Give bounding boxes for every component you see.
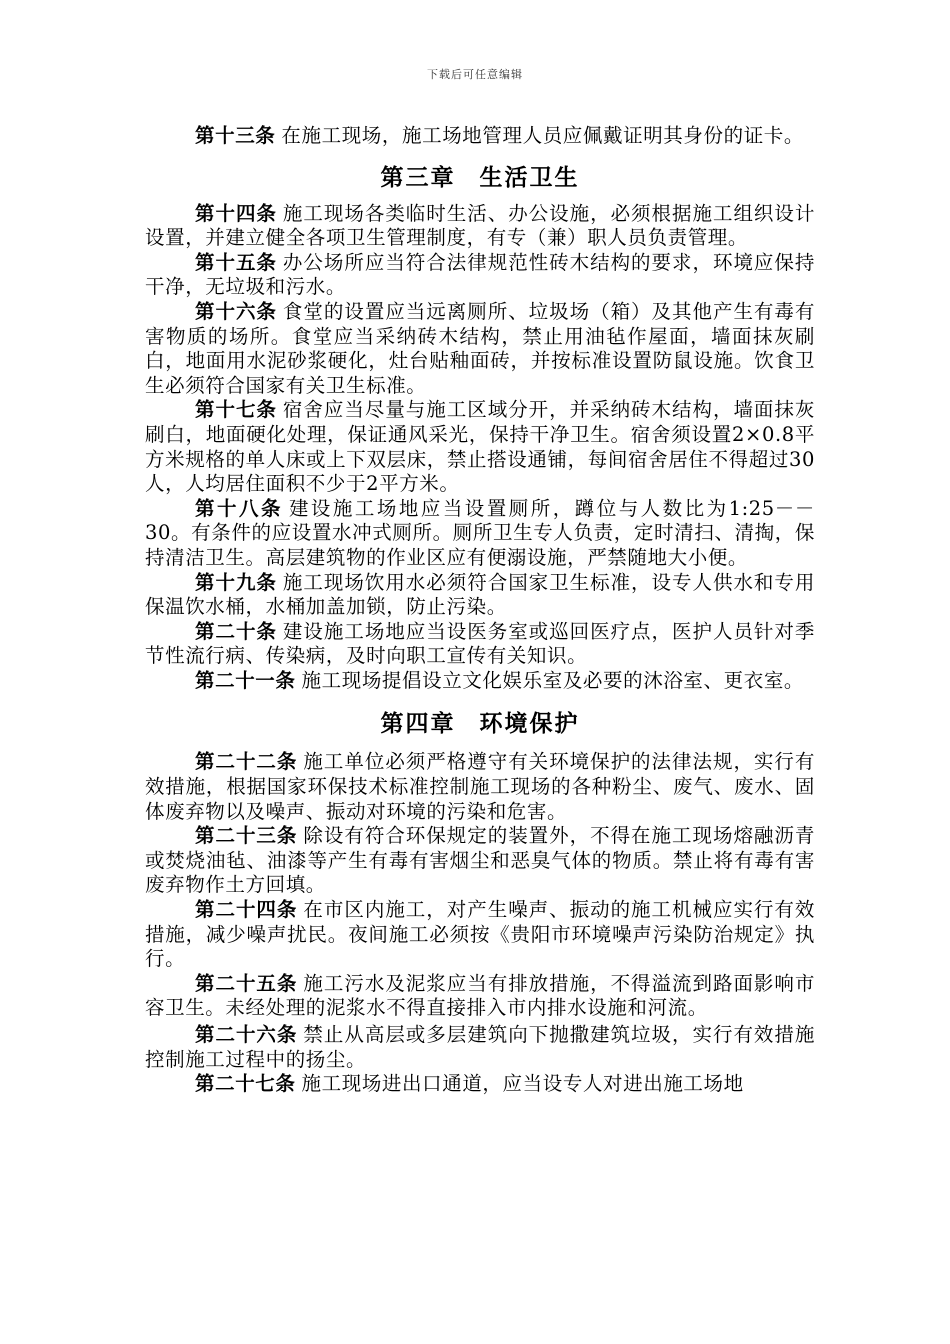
article-26	[145, 1023, 815, 1072]
article-text: 施工现场各类临时生活、办公设施，必须根据施工组织设计设置，并建立健全各项卫生管理制度，有专（兼）职人员负责管理。	[145, 201, 815, 250]
article-15	[145, 251, 815, 300]
article-text: 施工现场提倡设立文化娱乐室及必要的沐浴室、更衣室。	[301, 668, 805, 692]
article-25	[145, 972, 815, 1021]
article-number: 第二十三条	[195, 824, 298, 848]
article-24	[145, 898, 815, 972]
article-number: 第二十七条	[195, 1072, 296, 1096]
article-number: 第二十一条	[195, 668, 296, 692]
article-text: 宿舍应当尽量与施工区域分开，并采纳砖木结构，墙面抹灰刷白，地面硬化处理，保证通风采光，保持干净卫生。宿舍须设置2×0.8平方米规格的单人床或上下双层床，禁止搭设通铺，每间宿舍居住不得超过30人，人均居住面积不少于2平方米。	[145, 398, 815, 496]
article-number: 第十七条	[195, 398, 277, 422]
article-text: 建设施工场地应当设医务室或巡回医疗点，医护人员针对季节性流行病、传染病，及时向职工宣传有关知识。	[145, 619, 815, 668]
article-13	[145, 124, 815, 149]
article-22	[145, 750, 815, 824]
article-18	[145, 497, 815, 571]
chapter-title: 生活卫生	[479, 163, 580, 191]
chapter-title: 环境保护	[479, 710, 580, 738]
article-text: 食堂的设置应当远离厕所、垃圾场（箱）及其他产生有毒有害物质的场所。食堂应当采纳砖木结构，禁止用油毡作屋面，墙面抹灰刷白，地面用水泥砂浆硬化，灶台贴釉面砖，并按标准设置防鼠设施。饮食卫生必须符合国家有关卫生标准。	[145, 299, 815, 397]
document-body	[145, 124, 815, 1097]
article-number: 第十六条	[195, 299, 277, 323]
article-number: 第十九条	[195, 570, 277, 594]
article-text: 在市区内施工，对产生噪声、振动的施工机械应实行有效措施，减少噪声扰民。夜间施工必须按《贵阳市环境噪声污染防治规定》执行。	[145, 898, 815, 971]
article-number: 第二十二条	[195, 750, 298, 774]
article-23	[145, 824, 815, 898]
chapter-4-heading	[145, 705, 815, 738]
article-text: 除设有符合环保规定的装置外，不得在施工现场熔融沥青或焚烧油毡、油漆等产生有毒有害烟尘和恶臭气体的物质。禁止将有毒有害废弃物作土方回填。	[145, 824, 815, 897]
article-number: 第二十五条	[195, 971, 298, 995]
article-14	[145, 202, 815, 251]
header-note: 下载后可任意编辑	[427, 68, 523, 81]
article-text: 施工污水及泥浆应当有排放措施，不得溢流到路面影响市容卫生。未经处理的泥浆水不得直接排入市内排水设施和河流。	[145, 971, 815, 1020]
article-text: 施工现场进出口通道，应当设专人对进出施工场地	[301, 1072, 744, 1096]
article-text: 建设施工场地应当设置厕所，蹲位与人数比为1:25－－30。有条件的应设置水冲式厕所。厕所卫生专人负责，定时清扫、清掏，保持清洁卫生。高层建筑物的作业区应有便溺设施，严禁随地大小便。	[145, 496, 815, 569]
article-21	[145, 669, 815, 694]
article-20	[145, 620, 815, 669]
article-number: 第十三条	[195, 124, 276, 147]
article-number: 第十四条	[195, 201, 277, 225]
article-text: 施工现场饮用水必须符合国家卫生标准，设专人供水和专用保温饮水桶，水桶加盖加锁，防止污染。	[145, 570, 815, 619]
article-text: 施工单位必须严格遵守有关环境保护的法律法规，实行有效措施，根据国家环保技术标准控制施工现场的各种粉尘、废气、废水、固体废弃物以及噪声、振动对环境的污染和危害。	[145, 750, 815, 823]
article-27	[145, 1072, 815, 1097]
article-19	[145, 571, 815, 620]
chapter-3-heading	[145, 159, 815, 192]
article-text: 在施工现场，施工场地管理人员应佩戴证明其身份的证卡。	[281, 124, 805, 147]
article-number: 第二十条	[195, 619, 277, 643]
article-number: 第十八条	[195, 496, 283, 520]
article-number: 第二十六条	[195, 1023, 298, 1046]
chapter-number: 第三章	[380, 163, 456, 191]
article-number: 第二十四条	[195, 898, 298, 922]
chapter-number: 第四章	[380, 710, 456, 738]
article-16	[145, 300, 815, 398]
article-text: 禁止从高层或多层建筑向下抛撒建筑垃圾，实行有效措施控制施工过程中的扬尘。	[145, 1023, 815, 1071]
article-17	[145, 398, 815, 496]
article-text: 办公场所应当符合法律规范性砖木结构的要求，环境应保持干净，无垃圾和污水。	[145, 250, 815, 299]
article-number: 第十五条	[195, 250, 277, 274]
